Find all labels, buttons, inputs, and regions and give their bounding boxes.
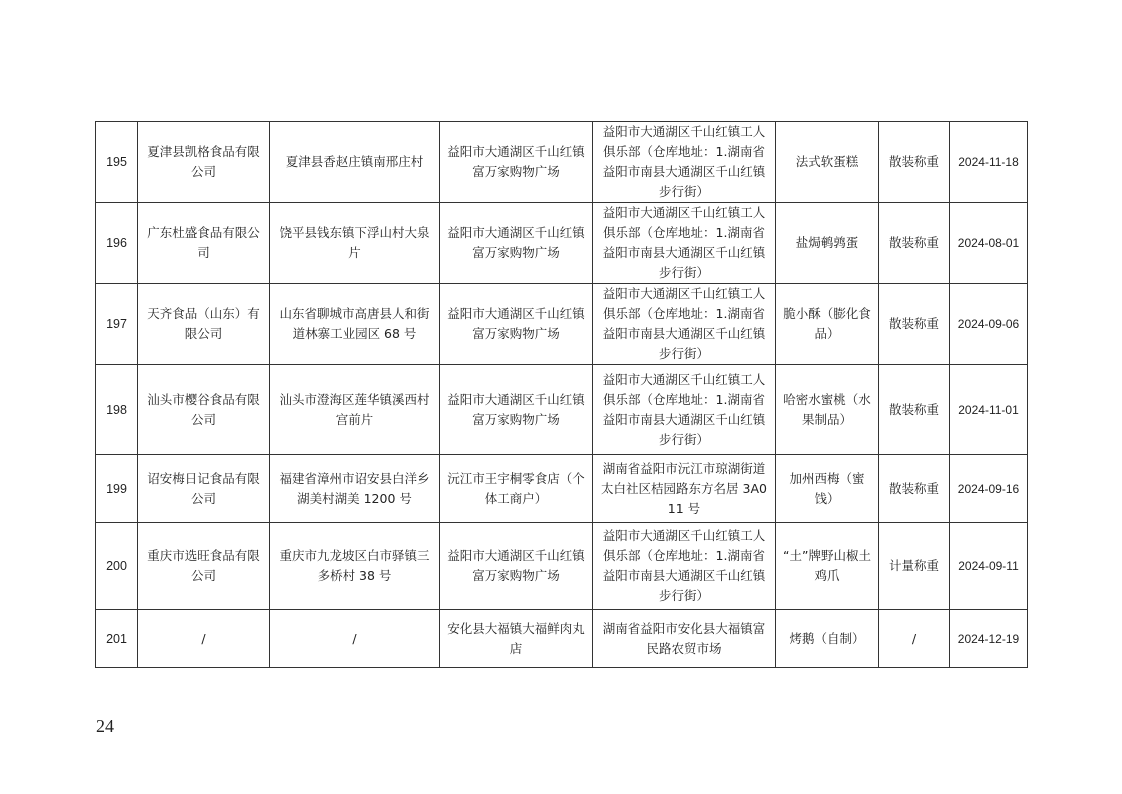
table-body: [96, 122, 1028, 668]
product-name-cell: 哈密水蜜桃（水果制品）: [776, 365, 879, 455]
producer-name-cell: 汕头市樱谷食品有限公司: [138, 365, 270, 455]
seller-name-cell: 安化县大福镇大福鲜肉丸店: [440, 610, 593, 668]
row-number-cell: 196: [96, 203, 138, 284]
production-date-cell: 2024-09-11: [950, 523, 1028, 610]
producer-name-cell: 广东杜盛食品有限公司: [138, 203, 270, 284]
row-number-cell: 195: [96, 122, 138, 203]
product-name-cell: 法式软蛋糕: [776, 122, 879, 203]
seller-address-cell: 益阳市大通湖区千山红镇工人俱乐部（仓库地址：1.湖南省益阳市南县大通湖区千山红镇步行街）: [593, 122, 776, 203]
producer-name-cell: 诏安梅日记食品有限公司: [138, 455, 270, 523]
producer-address-cell: 汕头市澄海区莲华镇溪西村宫前片: [270, 365, 440, 455]
producer-address-cell: /: [270, 610, 440, 668]
row-number-cell: 201: [96, 610, 138, 668]
table-row: [96, 284, 1028, 365]
seller-name-cell: 益阳市大通湖区千山红镇富万家购物广场: [440, 284, 593, 365]
production-date-cell: 2024-09-06: [950, 284, 1028, 365]
seller-name-cell: 益阳市大通湖区千山红镇富万家购物广场: [440, 523, 593, 610]
producer-name-cell: 重庆市选旺食品有限公司: [138, 523, 270, 610]
table-row: [96, 365, 1028, 455]
production-date-cell: 2024-11-18: [950, 122, 1028, 203]
product-name-cell: 盐焗鹌鹑蛋: [776, 203, 879, 284]
seller-address-cell: 益阳市大通湖区千山红镇工人俱乐部（仓库地址：1.湖南省益阳市南县大通湖区千山红镇步行街）: [593, 523, 776, 610]
producer-address-cell: 重庆市九龙坡区白市驿镇三多桥村 38 号: [270, 523, 440, 610]
production-date-cell: 2024-09-16: [950, 455, 1028, 523]
seller-name-cell: 益阳市大通湖区千山红镇富万家购物广场: [440, 122, 593, 203]
producer-address-cell: 饶平县钱东镇下浮山村大泉片: [270, 203, 440, 284]
row-number-cell: 197: [96, 284, 138, 365]
row-number-cell: 198: [96, 365, 138, 455]
specification-cell: /: [879, 610, 950, 668]
producer-address-cell: 福建省漳州市诏安县白洋乡湖美村湖美 1200 号: [270, 455, 440, 523]
table-row: [96, 203, 1028, 284]
product-name-cell: “土”牌野山椒土鸡爪: [776, 523, 879, 610]
product-name-cell: 脆小酥（膨化食品）: [776, 284, 879, 365]
seller-address-cell: 湖南省益阳市沅江市琼湖街道太白社区桔园路东方名居 3A011 号: [593, 455, 776, 523]
seller-name-cell: 益阳市大通湖区千山红镇富万家购物广场: [440, 365, 593, 455]
production-date-cell: 2024-12-19: [950, 610, 1028, 668]
specification-cell: 散装称重: [879, 203, 950, 284]
product-name-cell: 烤鹅（自制）: [776, 610, 879, 668]
producer-name-cell: 夏津县凯格食品有限公司: [138, 122, 270, 203]
row-number-cell: 200: [96, 523, 138, 610]
producer-address-cell: 夏津县香赵庄镇南邢庄村: [270, 122, 440, 203]
seller-address-cell: 湖南省益阳市安化县大福镇富民路农贸市场: [593, 610, 776, 668]
table-row: [96, 122, 1028, 203]
table-row: [96, 455, 1028, 523]
sampling-results-table: [95, 121, 1028, 668]
table-row: [96, 523, 1028, 610]
seller-name-cell: 益阳市大通湖区千山红镇富万家购物广场: [440, 203, 593, 284]
producer-name-cell: 天齐食品（山东）有限公司: [138, 284, 270, 365]
specification-cell: 计量称重: [879, 523, 950, 610]
production-date-cell: 2024-11-01: [950, 365, 1028, 455]
producer-address-cell: 山东省聊城市高唐县人和街道林寨工业园区 68 号: [270, 284, 440, 365]
seller-address-cell: 益阳市大通湖区千山红镇工人俱乐部（仓库地址：1.湖南省益阳市南县大通湖区千山红镇步行街）: [593, 203, 776, 284]
product-name-cell: 加州西梅（蜜饯）: [776, 455, 879, 523]
producer-name-cell: /: [138, 610, 270, 668]
seller-address-cell: 益阳市大通湖区千山红镇工人俱乐部（仓库地址：1.湖南省益阳市南县大通湖区千山红镇步行街）: [593, 284, 776, 365]
specification-cell: 散装称重: [879, 122, 950, 203]
seller-name-cell: 沅江市王宇桐零食店（个体工商户）: [440, 455, 593, 523]
specification-cell: 散装称重: [879, 455, 950, 523]
seller-address-cell: 益阳市大通湖区千山红镇工人俱乐部（仓库地址：1.湖南省益阳市南县大通湖区千山红镇步行街）: [593, 365, 776, 455]
specification-cell: 散装称重: [879, 365, 950, 455]
page-number: 24: [96, 716, 114, 736]
production-date-cell: 2024-08-01: [950, 203, 1028, 284]
specification-cell: 散装称重: [879, 284, 950, 365]
row-number-cell: 199: [96, 455, 138, 523]
table-row: [96, 610, 1028, 668]
